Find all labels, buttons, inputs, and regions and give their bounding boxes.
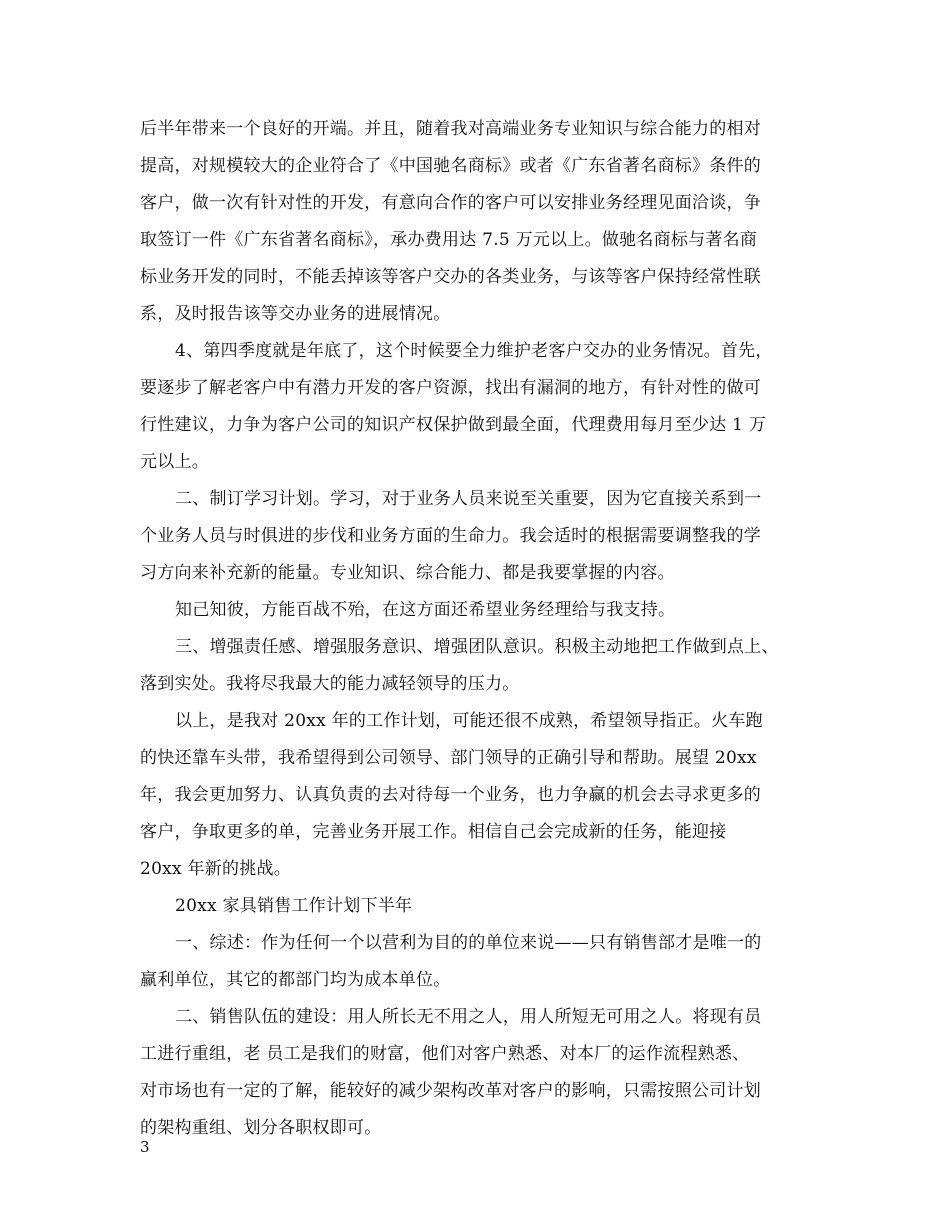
text-line: 标业务开发的同时，不能丢掉该等客户交办的各类业务，与该等客户保持经常性联 [140,267,761,287]
text-line: 个业务人员与时俱进的步伐和业务方面的生命力。我会适时的根据需要调整我的学 [140,526,761,546]
text-line: 知己知彼，方能百战不殆，在这方面还希望业务经理给与我支持。 [175,600,676,620]
text-line: 行性建议，力争为客户公司的知识产权保护做到最全面，代理费用每月至少达 1 万 [140,415,767,435]
page-number: 3 [140,1138,150,1156]
text-line: 元以上。 [140,452,209,472]
text-line: 取签订一件《广东省著名商标》，承办费用达 7.5 万元以上。做驰名商标与著名商 [140,230,758,250]
text-line: 要逐步了解老客户中有潜力开发的客户资源，找出有漏洞的地方，有针对性的做可 [140,378,761,398]
text-line: 的架构重组、划分各职权即可。 [140,1118,382,1138]
text-line: 年，我会更加努力、认真负责的去对待每一个业务，也力争赢的机会去寻求更多的 [140,785,761,805]
text-line: 4、第四季度就是年底了，这个时候要全力维护老客户交办的业务情况。首先， [175,341,773,361]
text-line: 后半年带来一个良好的开端。并且，随着我对高端业务专业知识与综合能力的相对 [140,119,761,139]
text-line: 习方向来补充新的能量。专业知识、综合能力、都是我要掌握的内容。 [140,563,675,583]
text-line: 一、综述：作为任何一个以营利为目的的单位来说——只有销售部才是唯一的 [175,933,762,953]
text-line: 客户，争取更多的单，完善业务开展工作。相信自己会完成新的任务，能迎接 [140,822,727,842]
text-line: 落到实处。我将尽我最大的能力减轻领导的压力。 [140,674,520,694]
text-line: 三、增强责任感、增强服务意识、增强团队意识。积极主动地把工作做到点上、 [175,637,779,657]
text-line: 20xx 年新的挑战。 [140,859,291,879]
text-line: 系，及时报告该等交办业务的进展情况。 [140,304,451,324]
text-line: 以上，是我对 20xx 年的工作计划，可能还很不成熟，希望领导指正。火车跑 [175,711,763,731]
text-line: 提高，对规模较大的企业符合了《中国驰名商标》或者《广东省著名商标》条件的 [140,156,761,176]
text-line: 客户，做一次有针对性的开发，有意向合作的客户可以安排业务经理见面洽谈，争 [140,193,761,213]
text-line: 对市场也有一定的了解，能较好的减少架构改革对客户的影响，只需按照公司计划 [140,1081,761,1101]
section-heading: 20xx 家具销售工作计划下半年 [175,896,413,916]
text-line: 工进行重组，老 员工是我们的财富，他们对客户熟悉、对本厂的运作流程熟悉、 [140,1044,750,1064]
text-line: 二、销售队伍的建设：用人所长无不用之人，用人所短无可用之人。将现有员 [175,1007,762,1027]
text-line: 的快还靠车头带，我希望得到公司领导、部门领导的正确引导和帮助。展望 20xx [140,748,757,768]
text-line: 二、制订学习计划。学习，对于业务人员来说至关重要，因为它直接关系到一 [175,489,762,509]
text-line: 赢利单位，其它的都部门均为成本单位。 [140,970,451,990]
